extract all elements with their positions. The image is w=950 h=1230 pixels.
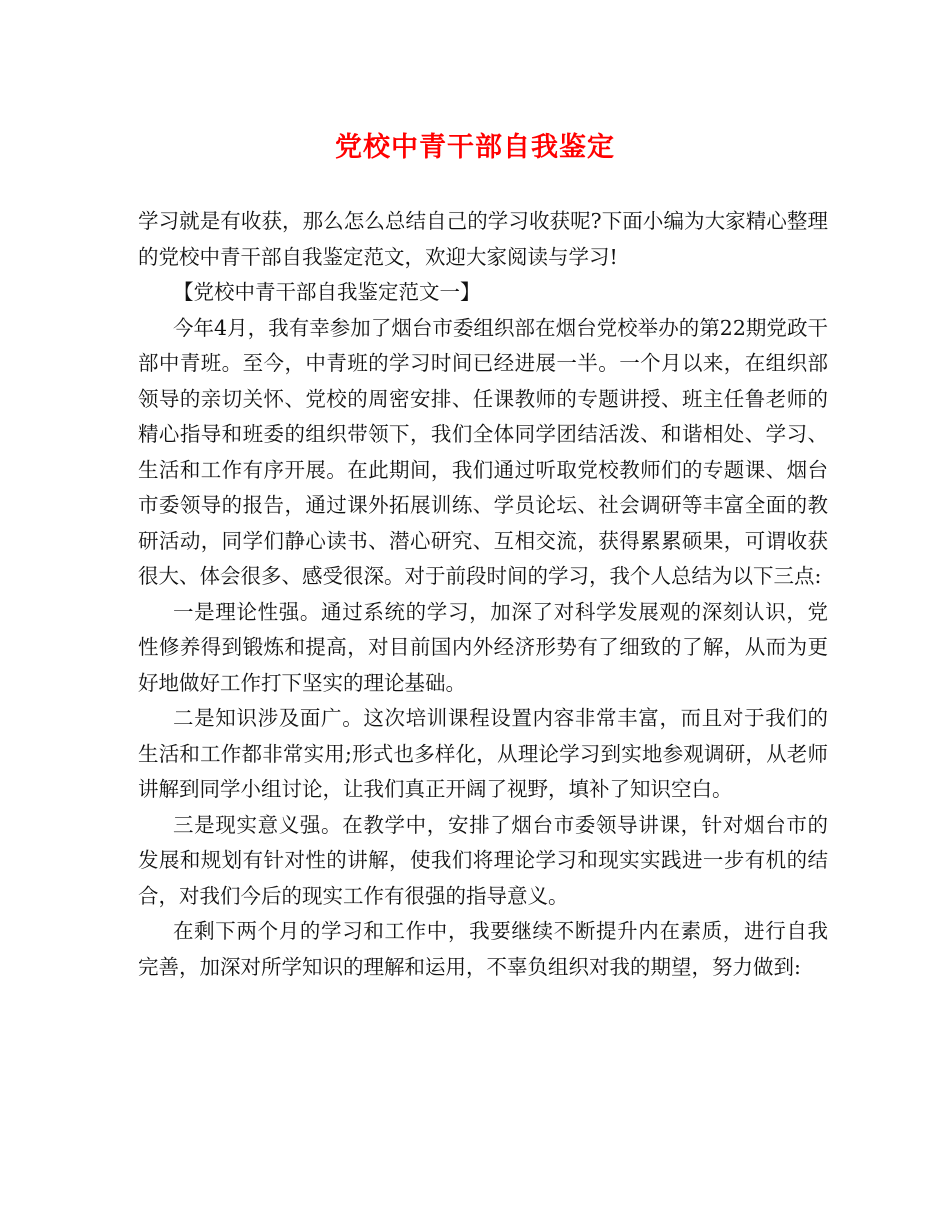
body-paragraph: 一是理论性强。通过系统的学习，加深了对科学发展观的深刻认识，党性修养得到锻炼和提高，对目前国内外经济形势有了细致的了解，从而为更好地做好工作打下坚实的理论基础。	[138, 599, 828, 695]
body-paragraph: 在剩下两个月的学习和工作中，我要继续不断提升内在素质，进行自我完善，加深对所学知识的理解和运用，不辜负组织对我的期望，努力做到:	[138, 919, 828, 979]
intro-paragraph: 学习就是有收获，那么怎么总结自己的学习收获呢?下面小编为大家精心整理的党校中青干部自我鉴定范文，欢迎大家阅读与学习!	[138, 209, 828, 269]
section-heading: 【党校中青干部自我鉴定范文一】	[173, 280, 481, 304]
page-title: 党校中青干部自我鉴定	[335, 132, 615, 163]
document-body	[138, 204, 828, 985]
body-paragraph: 二是知识涉及面广。这次培训课程设置内容非常丰富，而且对于我们的生活和工作都非常实用;形式也多样化，从理论学习到实地参观调研，从老师讲解到同学小组讨论，让我们真正开阔了视野，填补了知识空白。	[138, 706, 828, 801]
body-paragraph: 三是现实意义强。在教学中，安排了烟台市委领导讲课，针对烟台市的发展和规划有针对性的讲解，使我们将理论学习和现实实践进一步有机的结合，对我们今后的现实工作有很强的指导意义。	[138, 812, 828, 908]
body-paragraph: 今年4月，我有幸参加了烟台市委组织部在烟台党校举办的第22期党政干部中青班。至今，中青班的学习时间已经进展一半。一个月以来，在组织部领导的亲切关怀、党校的周密安排、任课教师的专题讲授、班主任鲁老师的精心指导和班委的组织带领下，我们全体同学团结活泼、和谐相处、学习、生活和工作有序开展。在此期间，我们通过听取党校教师们的专题课、烟台市委领导的报告，通过课外拓展训练、学员论坛、社会调研等丰富全面的教研活动，同学们静心读书、潜心研究、互相交流，获得累累硕果，可谓收获很大、体会很多、感受很深。对于前段时间的学习，我个人总结为以下三点:	[138, 315, 828, 588]
